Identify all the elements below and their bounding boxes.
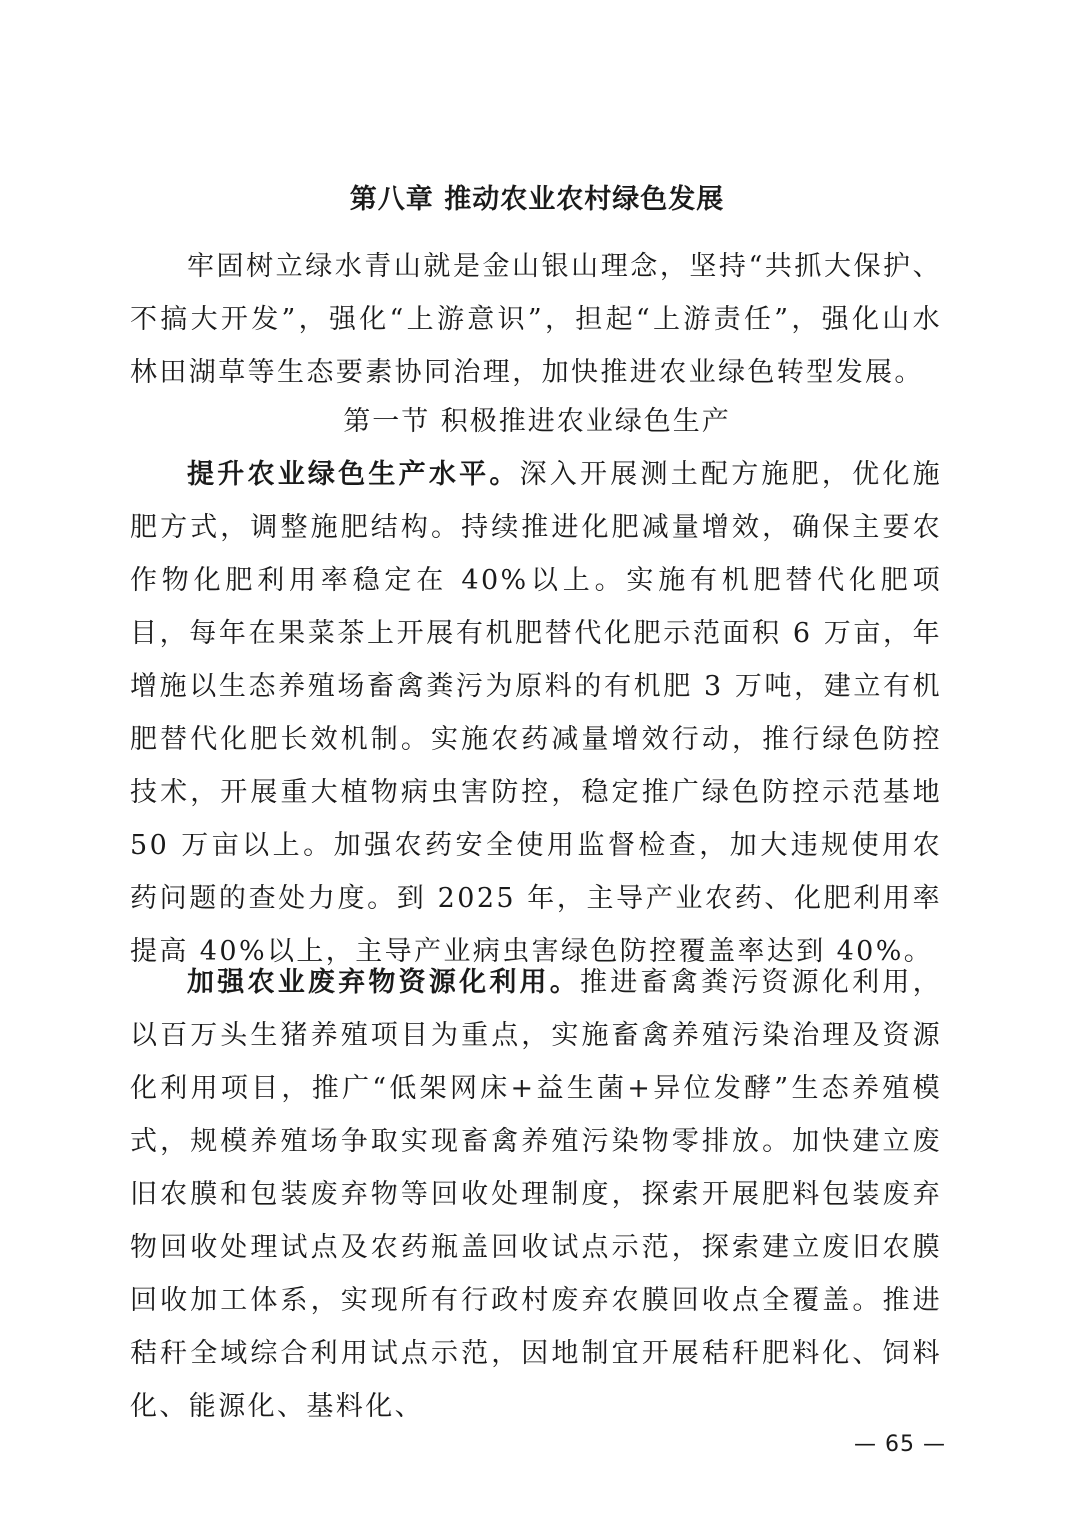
- intro-paragraph: 牢固树立绿水青山就是金山银山理念，坚持“共抓大保护、不搞大开发”，强化“上游意识”，担起“上游责任”，强化山水林田湖草等生态要素协同治理，加快推进农业绿色转型发展。: [130, 251, 942, 388]
- paragraph-body: 推进畜禽粪污资源化利用，以百万头生猪养殖项目为重点，实施畜禽养殖污染治理及资源化利用项目，推广“低架网床+益生菌+异位发酵”生态养殖模式，规模养殖场争取实现畜禽养殖污染物零排放。加快建立废旧农膜和包装废弃物等回收处理制度，探索开展肥料包装废弃物回收处理试点及农药瓶盖回收试点示范，探索建立废旧农膜回收加工体系，实现所有行政村废弃农膜回收点全覆盖。推进秸秆全域综合利用试点示范，因地制宜开展秸秆肥料化、饲料化、能源化、基料化、: [130, 967, 942, 1422]
- paragraph-fertilizer: [130, 448, 942, 978]
- paragraph-body: 深入开展测土配方施肥，优化施肥方式，调整施肥结构。持续推进化肥减量增效，确保主要农作物化肥利用率稳定在 40%以上。实施有机肥替代化肥项目，每年在果菜茶上开展有机肥替代化肥示范面积 6 万亩，年增施以生态养殖场畜禽粪污为原料的有机肥 3 万吨，建立有机肥替代化肥长效机制。实施农药减量增效行动，推行绿色防控技术，开展重大植物病虫害防控，稳定推广绿色防控示范基地 50 万亩以上。加强农药安全使用监督检查，加大违规使用农药问题的查处力度。到 2025 年，主导产业农药、化肥利用率提高 40%以上，主导产业病虫害绿色防控覆盖率达到 40%。: [130, 459, 942, 967]
- page-number: — 65 —: [854, 1432, 946, 1457]
- paragraph-waste-utilization: [130, 956, 942, 1433]
- paragraph-lead: 加强农业废弃物资源化利用。: [187, 967, 581, 998]
- chapter-title: 第八章 推动农业农村绿色发展: [349, 184, 725, 215]
- paragraph-lead: 提升农业绿色生产水平。: [187, 459, 520, 490]
- section-title: 第一节 积极推进农业绿色生产: [343, 406, 731, 437]
